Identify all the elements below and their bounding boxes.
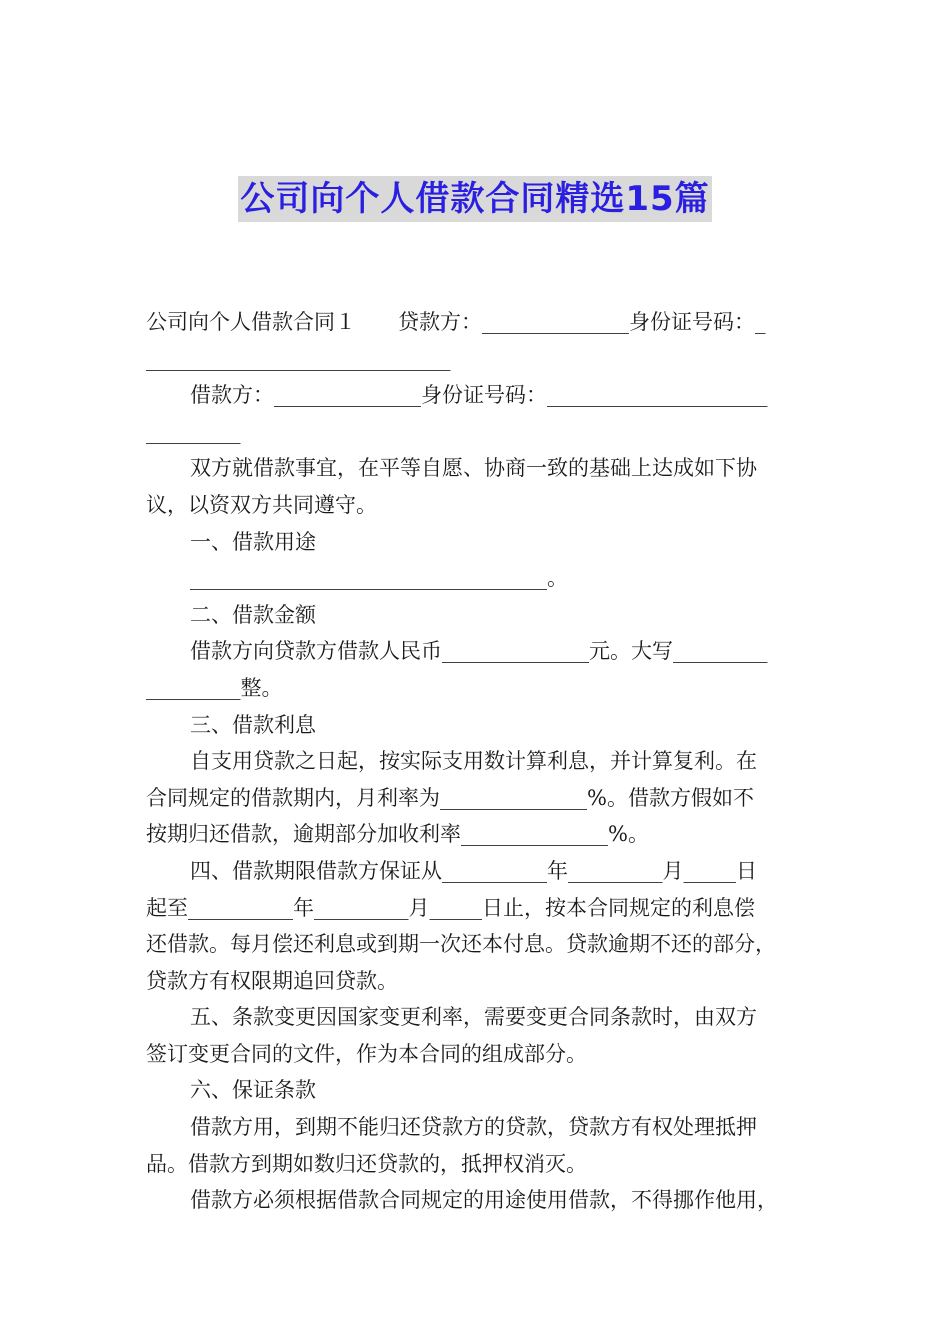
text-line: 起至__________年_________月_____日止，按本合同规定的利息偿: [146, 895, 755, 920]
section-heading: 三、借款利息: [190, 712, 316, 737]
text-line: 合同规定的借款期内，月利率为______________%。借款方假如不: [146, 785, 754, 810]
section-heading: 二、借款金额: [190, 602, 316, 627]
text-line: 还借款。每月偿还利息或到期一次还本付息。贷款逾期不还的部分，: [146, 932, 776, 957]
text-line: 双方就借款事宜，在平等自愿、协商一致的基础上达成如下协: [190, 456, 757, 481]
text-line: 品。借款方到期如数归还贷款的，抵押权消灭。: [146, 1151, 587, 1176]
text-line: 议，以资双方共同遵守。: [146, 492, 377, 517]
title-area: [0, 176, 950, 222]
document-title: 公司向个人借款合同精选15篇: [238, 176, 711, 222]
text-line: 签订变更合同的文件，作为本合同的组成部分。: [146, 1041, 587, 1066]
text-line: 按期归还借款，逾期部分加收利率______________%。: [146, 822, 649, 847]
text-line: 自支用贷款之日起，按实际支用数计算利息，并计算复利。在: [190, 749, 757, 774]
text-line: 借款方必须根据借款合同规定的用途使用借款，不得挪作他用，: [190, 1188, 778, 1213]
section-heading: 一、借款用途: [190, 529, 316, 554]
text-line: 五、条款变更因国家变更利率，需要变更合同条款时，由双方: [190, 1005, 757, 1030]
text-line: 贷款方有权限期追回贷款。: [146, 968, 398, 993]
contract-body: [146, 304, 814, 1219]
text-line: 借款方向贷款方借款人民币______________元。大写_________: [190, 639, 768, 664]
text-line: 借款方用，到期不能归还贷款方的贷款，贷款方有权处理抵押: [190, 1115, 757, 1140]
text-line: __________________________________。: [190, 566, 568, 591]
text-line: _____________________________: [146, 346, 451, 371]
text-line: 四、借款期限借款方保证从__________年_________月_____日: [190, 858, 757, 883]
text-line: _________: [146, 419, 241, 444]
section-heading: 六、保证条款: [190, 1078, 316, 1103]
text-line: 借款方：______________身份证号码：_____________________: [190, 383, 768, 408]
text-line: _________整。: [146, 675, 283, 700]
text-line: 公司向个人借款合同１ 贷款方：______________身份证号码：_: [146, 310, 766, 334]
